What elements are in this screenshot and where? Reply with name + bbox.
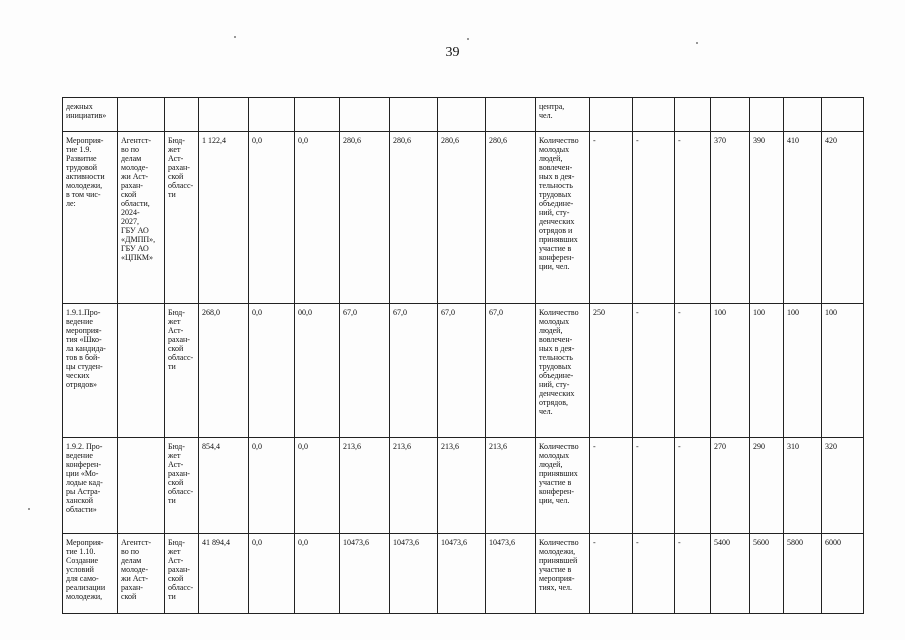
- indicator-value-cell: 290: [750, 438, 784, 534]
- indicator-cell: Количество молодых людей, вовлечен- ных в дея- тельность трудовых объедине- ний, сту- денческих отрядов и принявших участие в конферен- ции, чел.: [536, 132, 590, 304]
- amount-cell: 67,0: [486, 304, 536, 438]
- table-row: [63, 304, 864, 438]
- amount-cell: 10473,6: [438, 534, 486, 614]
- table-cell: [784, 98, 822, 132]
- amount-cell: 00,0: [295, 304, 340, 438]
- activity-cell: 1.9.1.Про- ведение мероприя- тия «Шко- ла кандида- тов в бой- цы студен- ческих отрядов»: [63, 304, 118, 438]
- indicator-value-cell: -: [590, 132, 633, 304]
- indicator-value-cell: -: [590, 534, 633, 614]
- amount-cell: 1 122,4: [199, 132, 249, 304]
- table-row: [63, 98, 864, 132]
- table-cell: [438, 98, 486, 132]
- amount-cell: 213,6: [486, 438, 536, 534]
- scan-speck: [28, 508, 30, 510]
- table-cell: [199, 98, 249, 132]
- table-cell: [249, 98, 295, 132]
- table-cell: [118, 98, 165, 132]
- indicator-value-cell: 270: [711, 438, 750, 534]
- indicator-value-cell: 5800: [784, 534, 822, 614]
- activity-cell: Мероприя- тие 1.10. Создание условий для само- реализации молодежи,: [63, 534, 118, 614]
- indicator-value-cell: 390: [750, 132, 784, 304]
- amount-cell: 0,0: [249, 534, 295, 614]
- scan-speck: [234, 36, 236, 38]
- indicator-value-cell: 370: [711, 132, 750, 304]
- indicator-value-cell: -: [675, 534, 711, 614]
- indicator-value-cell: -: [633, 438, 675, 534]
- indicator-value-cell: 100: [711, 304, 750, 438]
- table-cell: [675, 98, 711, 132]
- amount-cell: 0,0: [295, 438, 340, 534]
- executor-cell: [118, 304, 165, 438]
- activity-cell: 1.9.2. Про- ведение конферен- ции «Мо- лодые кад- ры Астра- ханской области»: [63, 438, 118, 534]
- indicator-value-cell: 100: [750, 304, 784, 438]
- table-cell: [165, 98, 199, 132]
- table-cell: [750, 98, 784, 132]
- indicator-value-cell: 420: [822, 132, 864, 304]
- amount-cell: 213,6: [438, 438, 486, 534]
- scan-speck: [467, 38, 469, 40]
- indicator-cell: Количество молодежи, принявшей участие в мероприя- тиях, чел.: [536, 534, 590, 614]
- amount-cell: 67,0: [340, 304, 390, 438]
- indicator-value-cell: -: [633, 304, 675, 438]
- amount-cell: 268,0: [199, 304, 249, 438]
- amount-cell: 213,6: [390, 438, 438, 534]
- indicator-value-cell: -: [675, 132, 711, 304]
- amount-cell: 0,0: [249, 438, 295, 534]
- amount-cell: 280,6: [340, 132, 390, 304]
- indicator-value-cell: 250: [590, 304, 633, 438]
- amount-cell: 280,6: [438, 132, 486, 304]
- amount-cell: 280,6: [390, 132, 438, 304]
- indicator-value-cell: -: [633, 132, 675, 304]
- amount-cell: 0,0: [249, 132, 295, 304]
- indicator-value-cell: -: [590, 438, 633, 534]
- indicator-cell: Количество молодых людей, принявших участие в конферен- ции, чел.: [536, 438, 590, 534]
- table-cell: центра, чел.: [536, 98, 590, 132]
- table-row: [63, 534, 864, 614]
- funding-source-cell: Бюд- жет Аст- рахан- ской обласс- ти: [165, 438, 199, 534]
- table-cell: [486, 98, 536, 132]
- indicator-value-cell: 320: [822, 438, 864, 534]
- program-table: [62, 97, 864, 614]
- activity-cell: Мероприя- тие 1.9. Развитие трудовой активности молодежи, в том чис- ле:: [63, 132, 118, 304]
- amount-cell: 280,6: [486, 132, 536, 304]
- amount-cell: 10473,6: [390, 534, 438, 614]
- scan-speck: [696, 42, 698, 44]
- indicator-cell: Количество молодых людей, вовлечен- ных в дея- тельность трудовых объедине- ний, сту- денческих отрядов, чел.: [536, 304, 590, 438]
- indicator-value-cell: 310: [784, 438, 822, 534]
- table-row: [63, 132, 864, 304]
- amount-cell: 41 894,4: [199, 534, 249, 614]
- amount-cell: 213,6: [340, 438, 390, 534]
- indicator-value-cell: -: [633, 534, 675, 614]
- amount-cell: 0,0: [249, 304, 295, 438]
- funding-source-cell: Бюд- жет Аст- рахан- ской обласс- ти: [165, 132, 199, 304]
- amount-cell: 854,4: [199, 438, 249, 534]
- table-cell: дежных инициатив»: [63, 98, 118, 132]
- funding-source-cell: Бюд- жет Аст- рахан- ской обласс- ти: [165, 304, 199, 438]
- amount-cell: 67,0: [438, 304, 486, 438]
- indicator-value-cell: 100: [784, 304, 822, 438]
- table-cell: [340, 98, 390, 132]
- amount-cell: 0,0: [295, 534, 340, 614]
- indicator-value-cell: -: [675, 304, 711, 438]
- indicator-value-cell: 6000: [822, 534, 864, 614]
- amount-cell: 10473,6: [340, 534, 390, 614]
- executor-cell: Агентст- во по делам молоде- жи Аст- рахан- ской: [118, 534, 165, 614]
- amount-cell: 10473,6: [486, 534, 536, 614]
- indicator-value-cell: 5600: [750, 534, 784, 614]
- amount-cell: 67,0: [390, 304, 438, 438]
- indicator-value-cell: 5400: [711, 534, 750, 614]
- indicator-value-cell: 410: [784, 132, 822, 304]
- table-cell: [295, 98, 340, 132]
- table-cell: [822, 98, 864, 132]
- table-cell: [711, 98, 750, 132]
- funding-source-cell: Бюд- жет Аст- рахан- ской обласс- ти: [165, 534, 199, 614]
- table-cell: [590, 98, 633, 132]
- page-number: 39: [445, 45, 460, 60]
- amount-cell: 0,0: [295, 132, 340, 304]
- executor-cell: Агентст- во по делам молоде- жи Аст- рахан- ской области, 2024- 2027, ГБУ АО «ДМПП», ГБУ АО «ЦПКМ»: [118, 132, 165, 304]
- indicator-value-cell: 100: [822, 304, 864, 438]
- table-cell: [633, 98, 675, 132]
- table-cell: [390, 98, 438, 132]
- indicator-value-cell: -: [675, 438, 711, 534]
- executor-cell: [118, 438, 165, 534]
- table-row: [63, 438, 864, 534]
